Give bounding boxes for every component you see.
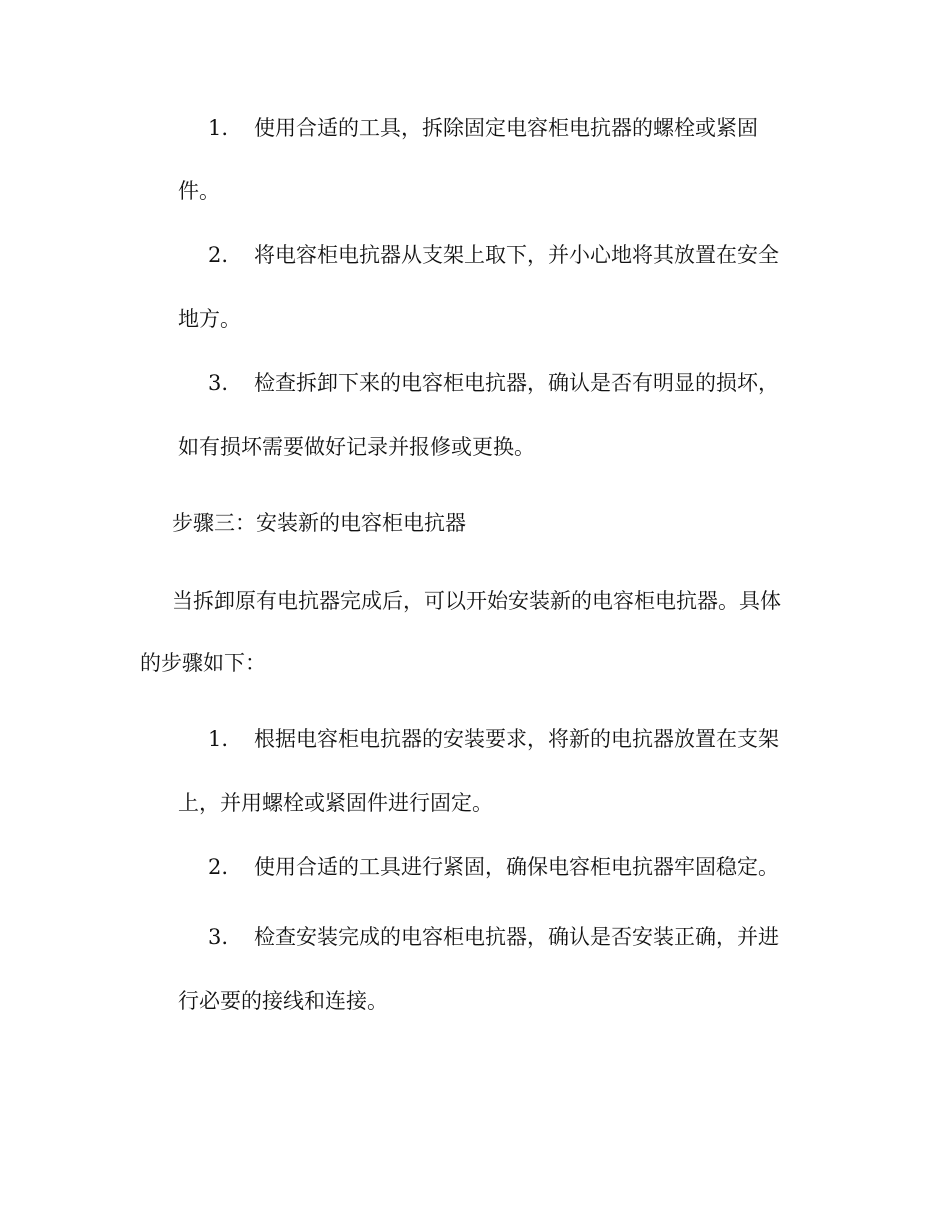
intro-paragraph-line: 的步骤如下： xyxy=(140,651,266,675)
list-item-number: 3. xyxy=(208,371,229,395)
intro-paragraph-line: 当拆卸原有电抗器完成后，可以开始安装新的电容柜电抗器。具体 xyxy=(172,589,781,613)
list-item-text-continuation: 上，并用螺栓或紧固件进行固定。 xyxy=(178,791,493,815)
list-item-text-continuation: 地方。 xyxy=(178,307,241,331)
list-item-text: 检查拆卸下来的电容柜电抗器，确认是否有明显的损坏， xyxy=(254,371,779,395)
list-item-text: 使用合适的工具，拆除固定电容柜电抗器的螺栓或紧固 xyxy=(254,116,758,140)
list-item-text-continuation: 行必要的接线和连接。 xyxy=(178,989,388,1013)
list-item-text-continuation: 如有损坏需要做好记录并报修或更换。 xyxy=(178,435,535,459)
list-item-number: 2. xyxy=(208,855,229,879)
section-heading: 步骤三：安装新的电容柜电抗器 xyxy=(172,511,466,535)
list-item-text: 使用合适的工具进行紧固，确保电容柜电抗器牢固稳定。 xyxy=(254,855,779,879)
list-item-number: 3. xyxy=(208,925,229,949)
list-item-text: 根据电容柜电抗器的安装要求，将新的电抗器放置在支架 xyxy=(254,727,779,751)
list-item-text: 将电容柜电抗器从支架上取下，并小心地将其放置在安全 xyxy=(254,243,779,267)
list-item-number: 2. xyxy=(208,243,229,267)
list-item-text: 检查安装完成的电容柜电抗器，确认是否安装正确，并进 xyxy=(254,925,779,949)
list-item-text-continuation: 件。 xyxy=(178,179,220,203)
list-item-number: 1. xyxy=(208,116,229,140)
list-item-number: 1. xyxy=(208,727,229,751)
